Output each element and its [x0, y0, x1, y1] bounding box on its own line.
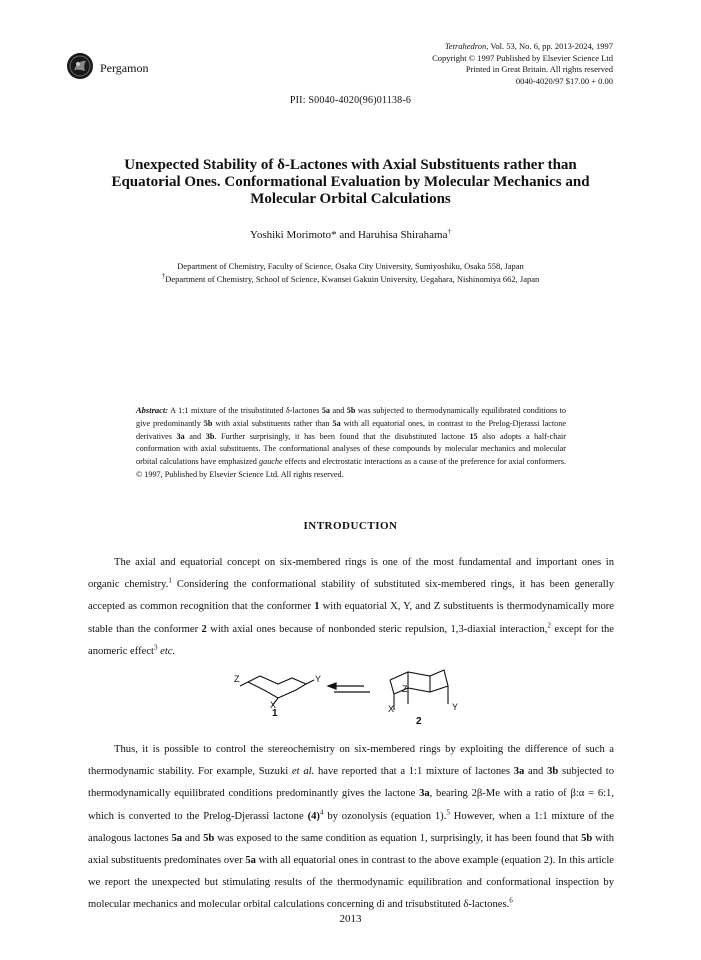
body-text: and	[182, 832, 204, 844]
reference-superscript: 6	[509, 896, 513, 905]
compound-label-1: 1	[272, 708, 278, 719]
compound-ref: 2	[201, 623, 207, 635]
affiliations	[80, 260, 621, 286]
printed-line: Printed in Great Britain. All rights reserved	[465, 64, 613, 74]
title-line-1: Unexpected Stability of δ-Lactones with Axial Substituents rather than	[124, 157, 577, 173]
compound-ref: 5b	[346, 406, 356, 415]
compound-ref: 3b	[547, 766, 559, 778]
abstract-text: with all equatorial ones, in contrast to the Prelog-Djerassi lactone derivatives	[136, 418, 566, 441]
abstract-text: and	[330, 406, 347, 415]
title-line-3: Molecular Orbital Calculations	[250, 191, 451, 207]
reference-superscript: 4	[319, 808, 324, 817]
body-text: by ozonolysis (equation 1).	[323, 810, 447, 822]
paper-title	[95, 157, 606, 208]
compound-ref: (4)	[307, 810, 320, 822]
compound-ref: 3b	[205, 431, 215, 441]
substituent-x-1: X	[270, 700, 277, 710]
equilibrium-arrows	[328, 683, 370, 692]
journal-ref: Vol. 53, No. 6, pp. 2013-2024, 1997	[488, 41, 613, 51]
paragraph-1	[88, 552, 614, 663]
italic-term: et al.	[291, 766, 315, 778]
substituent-y-1: Y	[315, 674, 322, 684]
abstract-lead: Abstract:	[136, 405, 169, 415]
affiliation-1: Department of Chemistry, Faculty of Science, Osaka City University, Sumiyoshiku, Osaka 558, Japan	[177, 261, 524, 271]
compound-ref: 5a	[245, 855, 256, 867]
compound-ref: 5b	[203, 832, 215, 844]
compound-ref: 5b	[581, 832, 593, 844]
page-number: 2013	[339, 913, 362, 925]
abstract-text: . Further surprisingly, it has been found that the disubstituted lactone	[214, 431, 470, 441]
body-text: , bearing 2β-Me with a ratio of β:α = 6:1, which is converted to the Prelog-Djerassi lactone	[88, 788, 615, 822]
title-line-2: Equatorial Ones. Conformational Evaluation by Molecular Mechanics and	[111, 174, 590, 190]
reference-superscript: 5	[446, 808, 450, 817]
journal-name: Tetrahedron,	[444, 41, 489, 51]
abstract-text: A 1:1 mixture of the trisubstituted δ-lactones	[168, 406, 322, 415]
abstract-text: and	[184, 431, 206, 441]
compound-ref: 3a	[176, 431, 185, 441]
affiliation-2: Department of Chemistry, School of Science, Kwansei Gakuin University, Uegahara, Nishinomiya 662, Japan	[165, 274, 540, 284]
body-text: The axial and equatorial concept on six-membered rings is one of the most fundamental and important ones in organic chemistry.	[88, 557, 614, 591]
author-list	[0, 229, 701, 241]
body-text: with all equatorial ones in contrast to the above example (equation 2). In this article we report the unexpected but stimulating results of the thermodynamic equilibration and conformational inspection by molecular mechanics and molecular orbital calculations concerning di and trisubstituted δ-lactones.	[88, 855, 614, 911]
author-mark: †	[447, 227, 451, 236]
italic-term: gauche	[259, 457, 283, 467]
compound-ref: 5a	[332, 418, 341, 428]
compound-ref: 3a	[419, 788, 430, 800]
body-text: However, when a 1:1 mixture of the analogous lactones	[88, 810, 614, 844]
paragraph-2	[88, 739, 614, 917]
substituent-y-2: Y	[452, 702, 459, 712]
section-heading: INTRODUCTION	[303, 520, 398, 532]
substituent-x-2: X	[388, 704, 395, 714]
affiliation-mark: †	[161, 272, 166, 281]
substituent-z-1: Z	[234, 674, 240, 684]
compound-ref: 5a	[171, 832, 183, 844]
substituent-z-2: Z	[402, 684, 408, 694]
reference-superscript: 3	[153, 643, 158, 652]
abstract-text: was subjected to thermodynamically equilibrated conditions to give predominantly	[136, 406, 566, 428]
compound-label-2: 2	[416, 716, 422, 727]
body-text: subjected to thermodynamically equilibrated conditions predominantly gives the lactone	[88, 766, 615, 800]
chair-conformer-2	[390, 670, 448, 710]
body-text: with equatorial X, Y, and Z substituents is thermodynamically more stable than the conformer	[88, 601, 614, 635]
compound-ref: 5a	[321, 406, 330, 415]
abstract-text: effects and electrostatic interactions as a cause of the preference for axial conformers. © 1997, Published by Elsevier Science Ltd. All rights reserved.	[136, 457, 567, 479]
compound-ref: 5b	[203, 418, 213, 428]
body-text: Thus, it is possible to control the stereochemistry on six-membered rings by exploiting the difference of such a thermodynamic stability. For example, Suzuki	[88, 744, 614, 778]
body-text: with axial ones because of nonbonded steric repulsion, 1,3-diaxial interaction,	[206, 623, 548, 635]
body-text: have reported that a 1:1 mixture of lactones	[314, 766, 514, 778]
authors: Yoshiki Morimoto* and Haruhisa Shirahama	[250, 229, 448, 241]
pii: PII: S0040-4020(96)01138-6	[289, 95, 412, 106]
compound-ref: 15	[469, 431, 478, 441]
body-text: Considering the conformational stability of substituted six-membered rings, it has been generally accepted as common recognition that the conformer	[88, 579, 614, 613]
journal-citation	[353, 41, 613, 87]
abstract-text: also adopts a half-chair conformation with axial substituents. The conformational analyses of these compounds by molecular mechanics and molecular orbital calculations have emphasized	[136, 431, 567, 467]
reference-superscript: 2	[547, 621, 551, 630]
body-text: was exposed to the same condition as equation 1, surprisingly, it has been found that	[214, 832, 582, 844]
abstract	[136, 404, 566, 482]
body-text: and	[524, 766, 548, 778]
reference-superscript: 1	[168, 576, 172, 585]
copyright-line: Copyright © 1997 Published by Elsevier Science Ltd	[432, 52, 613, 63]
compound-ref: 3a	[513, 766, 525, 778]
chair-conformer-1	[240, 676, 314, 706]
italic-term: etc.	[160, 645, 176, 657]
compound-ref: 1	[314, 601, 320, 613]
body-text: with axial substituents predominates over	[88, 832, 615, 867]
body-text: except for the anomeric effect	[88, 623, 615, 657]
abstract-text: with axial substituents rather than	[212, 418, 333, 428]
issn-line: 0040-4020/97 $17.00 + 0.00	[515, 75, 613, 86]
publisher-name: Pergamon	[100, 61, 149, 75]
publisher-logo	[66, 52, 94, 80]
